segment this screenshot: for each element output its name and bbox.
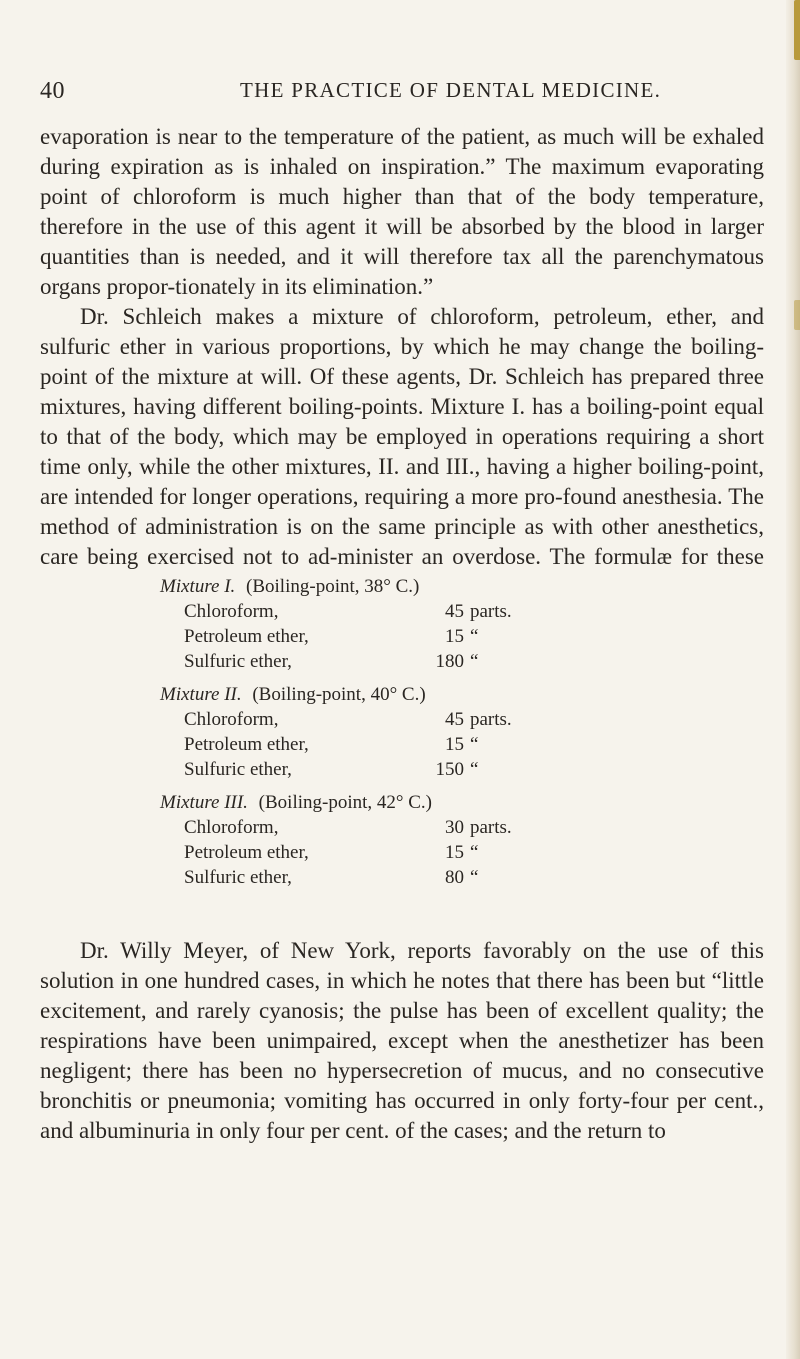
ingredient-unit: “: [470, 734, 479, 755]
mixture-name: Mixture III.: [160, 792, 248, 813]
ingredient-row: [160, 757, 660, 782]
ingredient-row: [160, 840, 660, 865]
boiling-point: (Boiling-point, 38° C.): [246, 576, 420, 597]
paragraph: evaporation is near to the temperature of the patient, as much will be exhaled during expiration as is inhaled on inspiration.” The maximum evaporating point of chloroform is much higher than that of the body temperature, therefore in the use of this agent it will be absorbed by the blood in larger quantities than is needed, and it will therefore tax all the parenchymatous organs propor-tionately in its elimination.”: [40, 124, 764, 299]
ingredient-name: Sulfuric ether,: [184, 759, 292, 780]
ingredient-unit: parts.: [470, 601, 512, 622]
mixture-title: [160, 790, 660, 815]
ingredient-name: Sulfuric ether,: [184, 867, 292, 888]
ingredient-amount: 15: [445, 734, 464, 755]
ingredient-amount: 80: [445, 867, 464, 888]
page-edge-tab: [794, 300, 800, 330]
ingredient-unit: “: [470, 651, 479, 672]
ingredient-name: Petroleum ether,: [184, 626, 309, 647]
ingredient-amount: 15: [445, 842, 464, 863]
ingredient-row: [160, 599, 660, 624]
ingredient-unit: “: [470, 626, 479, 647]
ingredient-unit: “: [470, 842, 479, 863]
ingredient-unit: parts.: [470, 709, 512, 730]
ingredient-unit: “: [470, 759, 479, 780]
boiling-point: (Boiling-point, 40° C.): [252, 684, 426, 705]
ingredient-row: [160, 815, 660, 840]
page-number: 40: [40, 78, 65, 104]
ingredient-amount: 180: [435, 651, 464, 672]
mixture-title: [160, 574, 660, 599]
ingredient-name: Chloroform,: [184, 709, 279, 730]
mixture-name: Mixture II.: [160, 684, 242, 705]
body-text-lower: [40, 936, 764, 1266]
ingredient-name: Petroleum ether,: [184, 734, 309, 755]
ingredient-name: Sulfuric ether,: [184, 651, 292, 672]
page-edge-tab: [794, 0, 800, 60]
paragraph: Dr. Willy Meyer, of New York, reports favorably on the use of this solution in one hundred cases, in which he notes that there has been but “little excitement, and rarely cyanosis; the pulse has been of excellent quality; the respirations have been unimpaired, except when the anesthetizer has been negligent; there has been no hypersecretion of mucus, and no consecutive bronchitis or pneumonia; vomiting has occurred in only forty-four per cent., and albuminuria in only four per cent. of the cases; and the return to: [40, 938, 764, 1143]
ingredient-amount: 30: [445, 817, 464, 838]
ingredient-row: [160, 732, 660, 757]
ingredient-amount: 150: [435, 759, 464, 780]
page-edge: [786, 0, 800, 1359]
ingredient-row: [160, 707, 660, 732]
ingredient-unit: parts.: [470, 817, 512, 838]
paragraph: Dr. Schleich makes a mixture of chloroform, petroleum, ether, and sulfuric ether in various proportions, by which he may change the boiling-point of the mixture at will. Of these agents, Dr. Schleich has prepared three mixtures, having different boiling-points. Mixture I. has a boiling-point equal to that of the body, which may be employed in operations requiring a short time only, while the other mixtures, II. and III., having a higher boiling-point, are intended for longer operations, requiring a more pro-found anesthesia. The method of administration is on the same principle as with other anesthetics, care being exercised not to ad-minister an overdose. The formulæ for these: [40, 304, 764, 569]
ingredient-name: Chloroform,: [184, 601, 279, 622]
mixture-block: [160, 682, 660, 782]
body-text-upper: [40, 122, 764, 572]
mixture-block: [160, 574, 660, 674]
ingredient-row: [160, 649, 660, 674]
page-header: [40, 78, 760, 108]
ingredient-amount: 45: [445, 709, 464, 730]
ingredient-row: [160, 865, 660, 890]
ingredient-row: [160, 624, 660, 649]
ingredient-name: Petroleum ether,: [184, 842, 309, 863]
ingredient-unit: “: [470, 867, 479, 888]
formulae-list: [160, 574, 660, 898]
mixture-block: [160, 790, 660, 890]
ingredient-name: Chloroform,: [184, 817, 279, 838]
mixture-title: [160, 682, 660, 707]
mixture-name: Mixture I.: [160, 576, 236, 597]
ingredient-amount: 45: [445, 601, 464, 622]
boiling-point: (Boiling-point, 42° C.): [258, 792, 432, 813]
ingredient-amount: 15: [445, 626, 464, 647]
running-head: THE PRACTICE OF DENTAL MEDICINE.: [240, 78, 662, 102]
